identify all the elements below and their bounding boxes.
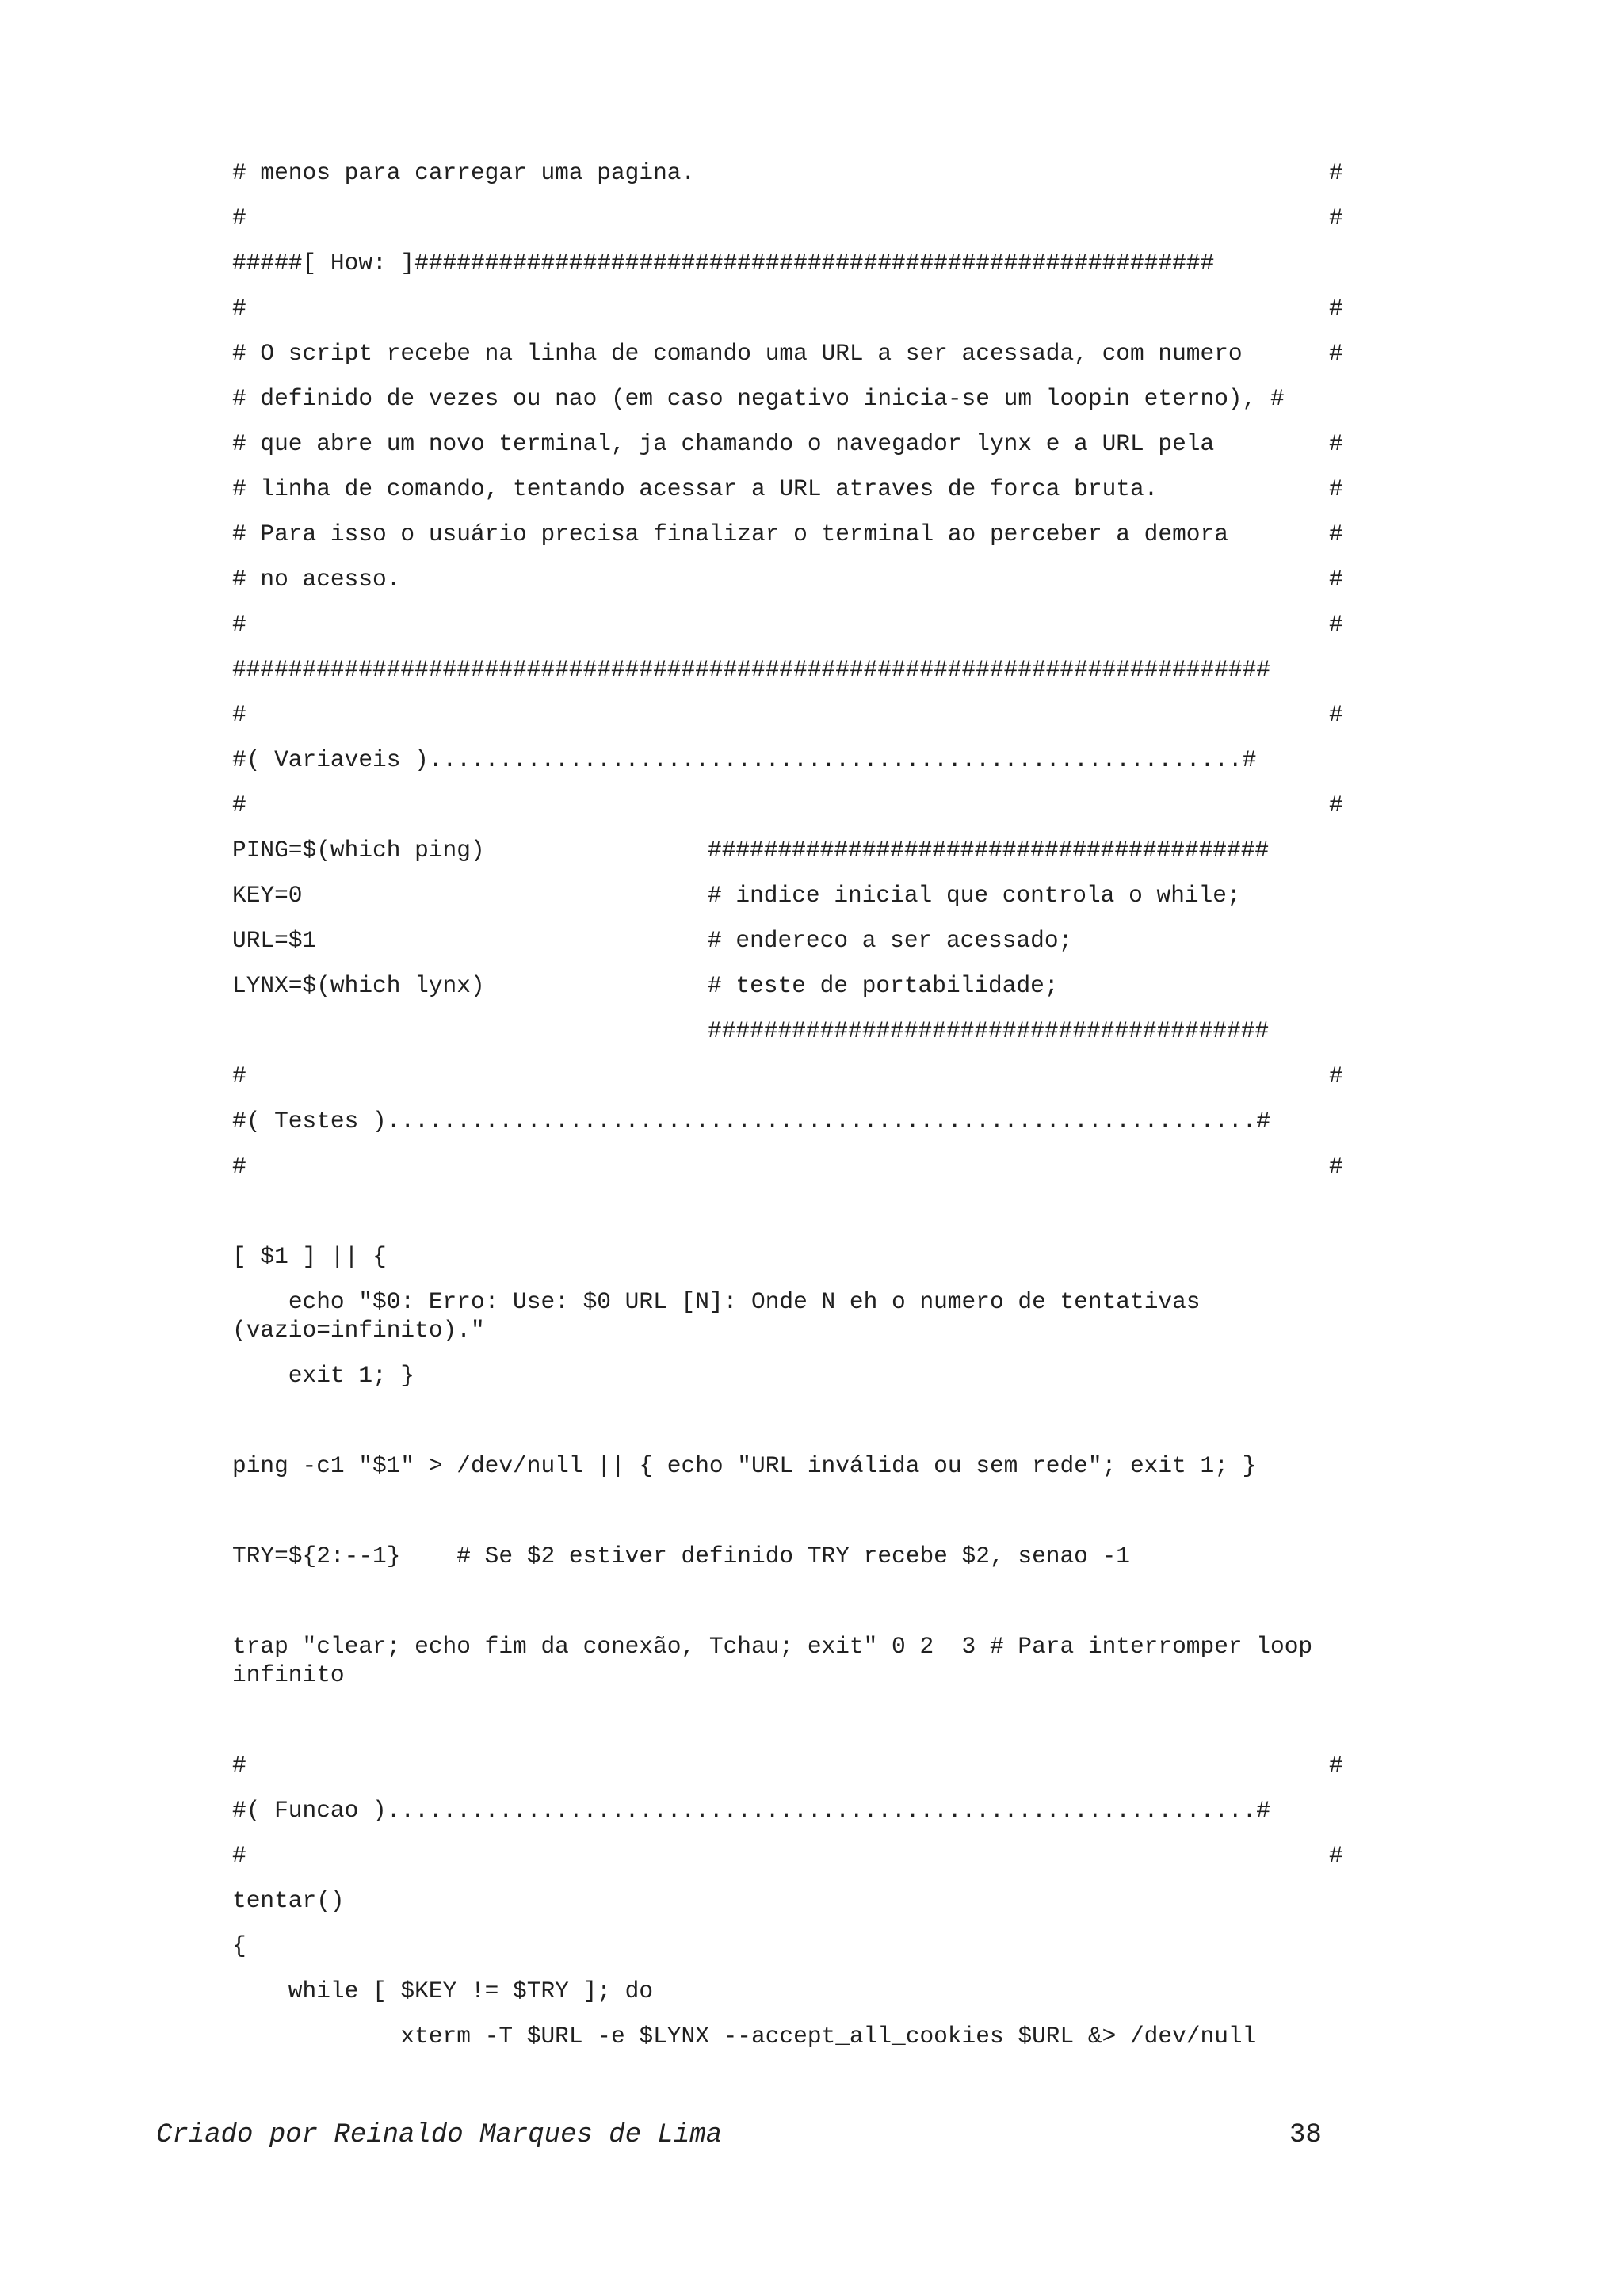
function-open-brace: { bbox=[232, 1932, 246, 1959]
variable-comment: # endereco a ser acessado; bbox=[708, 927, 1073, 954]
variable-line bbox=[232, 1013, 1397, 1058]
code-text: # bbox=[232, 1842, 246, 1869]
test-echo-line: echo "$0: Erro: Use: $0 URL [N]: Onde N eh o numero de tentativas (vazio=infinito)." bbox=[232, 1288, 1215, 1344]
code-line bbox=[232, 517, 1397, 562]
code-text: # bbox=[232, 701, 246, 728]
blank-line bbox=[232, 1194, 1397, 1239]
section-header-funcao: #( Funcao )..............................................................# bbox=[232, 1797, 1271, 1824]
code-text: # bbox=[232, 204, 246, 231]
comment-border-hash: # bbox=[1329, 1062, 1343, 1089]
blank-line bbox=[232, 1493, 1397, 1539]
comment-border-hash: # bbox=[1329, 611, 1343, 638]
code-line bbox=[232, 562, 1397, 607]
blank-line bbox=[232, 1703, 1397, 1748]
comment-border-hash: # bbox=[1329, 1153, 1343, 1180]
comment-border-hash: # bbox=[1329, 475, 1343, 502]
section-header-variaveis: #( Variaveis )..........................................................# bbox=[232, 746, 1257, 773]
variable-assignment: URL=$1 bbox=[232, 927, 317, 954]
trap-line: trap "clear; echo fim da conexão, Tchau; exit" 0 2 3 # Para interromper loop infinito bbox=[232, 1633, 1327, 1688]
code-line bbox=[232, 291, 1397, 336]
comment-border-hash: # bbox=[1329, 295, 1343, 322]
code-line bbox=[232, 336, 1397, 381]
page-number: 38 bbox=[1289, 2120, 1322, 2150]
code-line bbox=[232, 471, 1397, 517]
code-text: # Para isso o usuário precisa finalizar o terminal ao perceber a demora bbox=[232, 521, 1228, 547]
blank-line bbox=[232, 1403, 1397, 1448]
variable-assignment: KEY=0 bbox=[232, 882, 303, 909]
variable-line bbox=[232, 878, 1397, 923]
try-line: TRY=${2:--1} # Se $2 estiver definido TRY recebe $2, senao -1 bbox=[232, 1543, 1130, 1569]
code-line bbox=[232, 1058, 1397, 1104]
comment-border-hash: # bbox=[1329, 159, 1343, 186]
code-text: # bbox=[232, 1752, 246, 1779]
variable-comment: ######################################## bbox=[708, 1017, 1270, 1044]
variable-comment: ######################################## bbox=[708, 837, 1270, 864]
variable-assignment: PING=$(which ping) bbox=[232, 837, 485, 864]
section-header-testes: #( Testes )..............................................................# bbox=[232, 1108, 1271, 1135]
function-name-line: tentar() bbox=[232, 1887, 345, 1914]
xterm-line: xterm -T $URL -e $LYNX --accept_all_cookies $URL &> /dev/null bbox=[232, 2023, 1257, 2050]
comment-border-hash: # bbox=[1329, 1752, 1343, 1779]
comment-border-hash: # bbox=[1329, 204, 1343, 231]
code-line bbox=[232, 1748, 1397, 1793]
page-footer bbox=[156, 2115, 1345, 2155]
test-open-line: [ $1 ] || { bbox=[232, 1243, 387, 1270]
comment-border-hash: # bbox=[1329, 791, 1343, 818]
test-exit-line: exit 1; } bbox=[232, 1362, 415, 1389]
blank-line bbox=[232, 1584, 1397, 1629]
variable-comment: # indice inicial que controla o while; bbox=[708, 882, 1241, 909]
code-text: # que abre um novo terminal, ja chamando o navegador lynx e a URL pela bbox=[232, 430, 1215, 457]
variable-line bbox=[232, 968, 1397, 1013]
code-line bbox=[232, 697, 1397, 742]
code-line: ########################################################################## bbox=[232, 656, 1271, 683]
code-line bbox=[232, 1838, 1397, 1883]
code-text: # bbox=[232, 791, 246, 818]
variable-assignment: LYNX=$(which lynx) bbox=[232, 972, 485, 999]
variable-line bbox=[232, 923, 1397, 968]
code-listing bbox=[232, 155, 1397, 2064]
code-line bbox=[232, 788, 1397, 833]
code-text: # linha de comando, tentando acessar a URL atraves de forca bruta. bbox=[232, 475, 1159, 502]
code-text: # bbox=[232, 1153, 246, 1180]
code-line bbox=[232, 426, 1397, 471]
comment-border-hash: # bbox=[1329, 701, 1343, 728]
code-text: # bbox=[232, 611, 246, 638]
code-line bbox=[232, 607, 1397, 652]
code-line: #####[ How: ]######################################################### bbox=[232, 250, 1215, 277]
ping-line: ping -c1 "$1" > /dev/null || { echo "URL inválida ou sem rede"; exit 1; } bbox=[232, 1452, 1257, 1479]
code-line: # definido de vezes ou nao (em caso negativo inicia-se um loopin eterno), # bbox=[232, 385, 1285, 412]
variable-comment: # teste de portabilidade; bbox=[708, 972, 1059, 999]
while-line: while [ $KEY != $TRY ]; do bbox=[232, 1978, 654, 2004]
code-line bbox=[232, 200, 1397, 246]
code-text: # O script recebe na linha de comando uma URL a ser acessada, com numero bbox=[232, 340, 1243, 367]
comment-border-hash: # bbox=[1329, 430, 1343, 457]
variable-line bbox=[232, 833, 1397, 878]
code-text: # bbox=[232, 1062, 246, 1089]
comment-border-hash: # bbox=[1329, 340, 1343, 367]
code-text: # no acesso. bbox=[232, 566, 401, 593]
code-line bbox=[232, 155, 1397, 200]
comment-border-hash: # bbox=[1329, 566, 1343, 593]
code-text: # menos para carregar uma pagina. bbox=[232, 159, 696, 186]
comment-border-hash: # bbox=[1329, 521, 1343, 547]
comment-border-hash: # bbox=[1329, 1842, 1343, 1869]
code-line bbox=[232, 1149, 1397, 1194]
code-text: # bbox=[232, 295, 246, 322]
footer-author: Criado por Reinaldo Marques de Lima bbox=[156, 2120, 723, 2150]
